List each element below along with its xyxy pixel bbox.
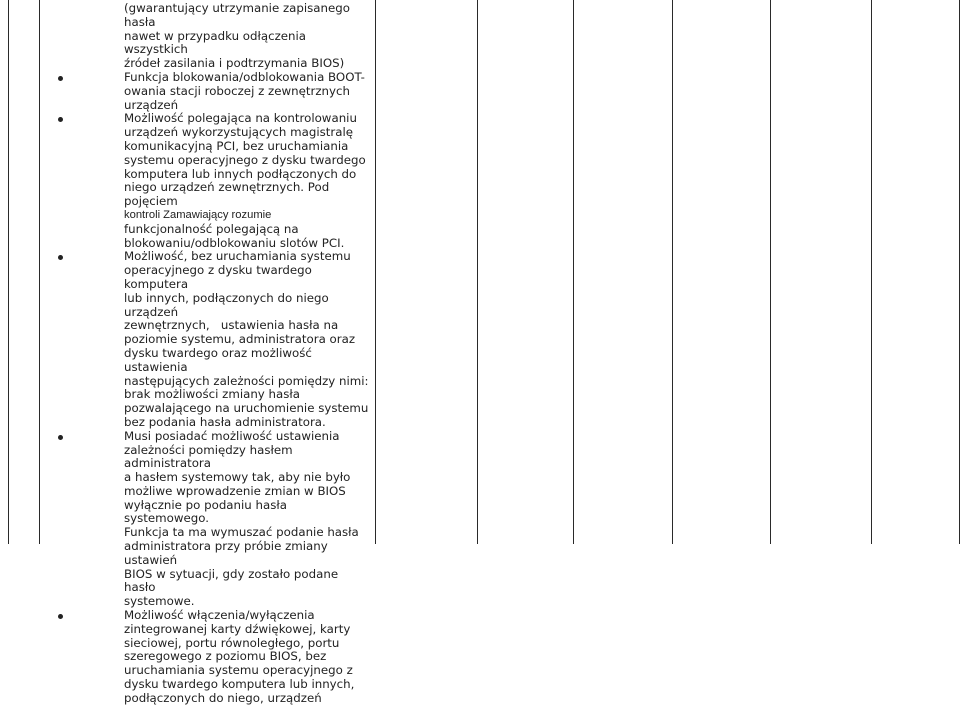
text-line: funkcjonalność polegającą na [124,221,299,236]
text-line: poziomie systemu, administratora oraz [124,332,356,347]
text-line: sieciowej, portu równoległego, portu [124,635,340,650]
bullet-item-device-toggle [48,609,373,706]
text-line: Funkcja ta ma wymuszać podanie hasła [124,525,359,540]
text-line: lub innych, podłączonych do niego urządzeń [124,290,329,319]
text-line: kontroli Zamawiający rozumie [124,208,272,221]
text-line: systemu operacyjnego z dysku twardego [124,152,366,167]
bullet-item-pci-control [48,112,373,250]
spec-description-text [48,2,373,706]
bullet-icon [58,255,63,260]
bullet-icon [58,117,63,122]
bullet-item-password-dependency [48,430,373,609]
text-line: wyłącznie po podaniu hasła systemowego. [124,497,287,526]
text-line: nawet w przypadku odłączenia wszystkich [124,28,307,57]
text-line: (gwarantujący utrzymanie zapisanego hasła [124,1,350,29]
text-line: pozwalającego na uruchomienie systemu [124,401,369,416]
text-line: Możliwość włączenia/wyłączenia [124,608,315,623]
text-line: zintegrowanej karty dźwiękowej, karty [124,621,351,636]
text-line: następujących zależności pomiędzy nimi: [124,373,369,388]
empty-table-cell [872,0,960,544]
text-line: urządzeń wykorzystujących magistralę [124,125,354,140]
text-line: możliwe wprowadzenie zmian w BIOS [124,483,346,498]
text-line: niego urządzeń zewnętrznych. Pod pojęciem [124,180,330,209]
text-line: BIOS w sytuacji, gdy zostało podane hasło [124,566,339,595]
text-line: bez podania hasła administratora. [124,414,326,429]
empty-table-cell [376,0,478,544]
text-line: dysku twardego komputera lub innych, [124,677,355,692]
text-line: komputera lub innych podłączonych do [124,166,357,181]
text-line: szeregowego z poziomu BIOS, bez [124,649,327,664]
text-line: operacyjnego z dysku twardego komputera [124,263,312,291]
text-line: Musi posiadać możliwość ustawienia [124,428,340,443]
text-line: Możliwość, bez uruchamiania systemu [124,249,351,264]
text-line: urządzeń [124,97,179,112]
text-line: Możliwość polegająca na kontrolowaniu [124,111,357,126]
bullet-icon [58,614,63,619]
bullet-item-boot-lock [48,71,373,112]
text-line: źródeł zasilania i podtrzymania BIOS) [124,56,345,71]
spec-description-cell [40,0,376,705]
empty-table-cell [673,0,771,544]
feature-bullet-list [48,71,373,706]
text-line: owania stacji roboczej z zewnętrznych [124,83,350,98]
text-line: uruchamiania systemu operacyjnego z [124,663,353,678]
empty-table-cell [478,0,574,544]
text-line: dysku twardego oraz możliwość ustawienia [124,345,312,374]
intro-paragraph [124,2,373,71]
text-line: blokowaniu/odblokowaniu slotów PCI. [124,235,345,250]
text-line: brak możliwości zmiany hasła [124,387,300,402]
empty-table-cell [771,0,872,544]
text-line: zewnętrznych, ustawienia hasła na [124,318,339,333]
text-line: systemowe. [124,594,195,609]
text-line: administratora przy próbie zmiany ustawień [124,539,328,567]
bullet-item-password-settings [48,250,373,429]
text-line: Funkcja blokowania/odblokowania BOOT- [124,69,365,84]
text-line: zależności pomiędzy hasłem administratora [124,442,293,471]
text-line: a hasłem systemowy tak, aby nie było [124,470,351,485]
text-line: komunikacyjną PCI, bez uruchamiania [124,138,349,153]
empty-table-cell [574,0,673,544]
bullet-icon [58,435,63,440]
table-border-line [8,0,9,544]
text-line: podłączonych do niego, urządzeń [124,690,322,705]
table-left-margin-cell [0,0,40,544]
bullet-icon [58,76,63,81]
